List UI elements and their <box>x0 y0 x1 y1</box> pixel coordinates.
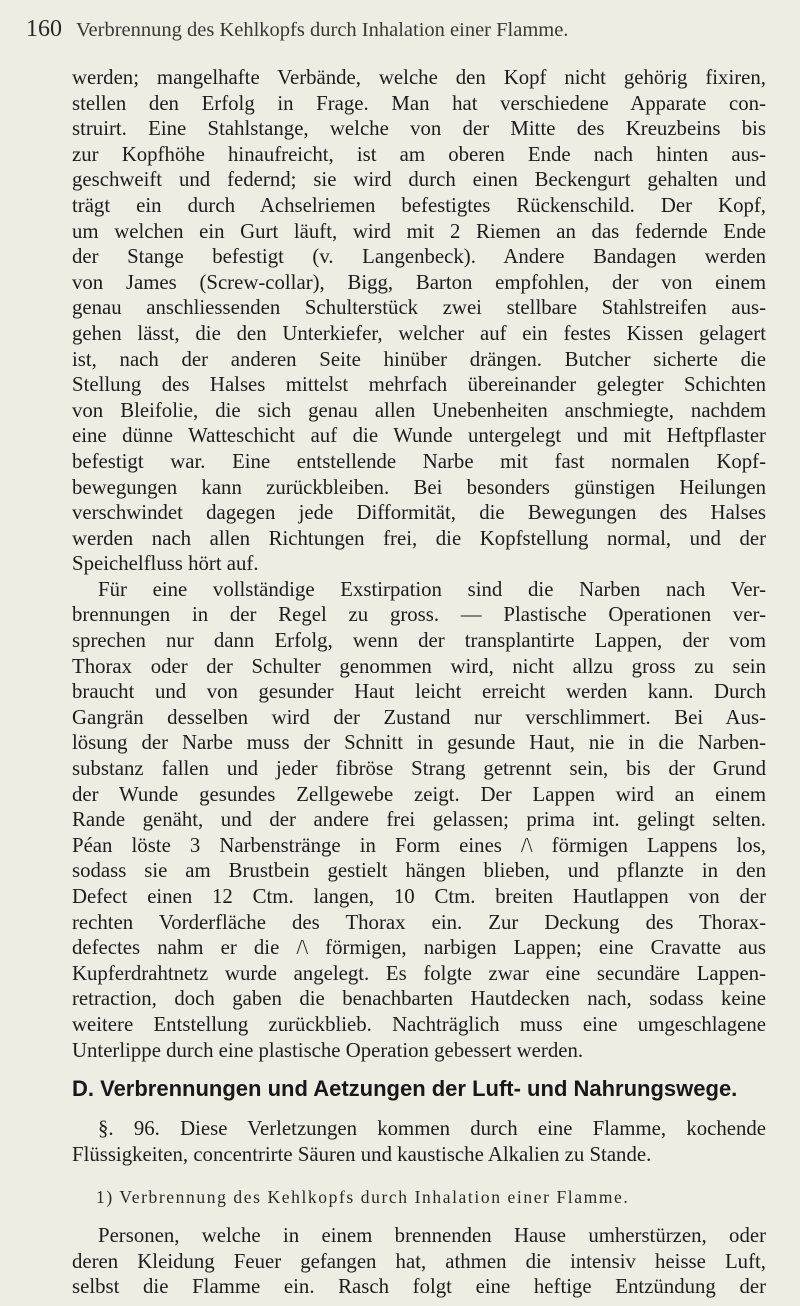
text-line: eine dünne Watteschicht auf die Wunde untergelegt und mit Heftpflaster <box>72 424 766 448</box>
text-line: Rande genäht, und der andere frei gelassen; prima int. gelingt selten. <box>72 808 766 832</box>
text-line: brennungen in der Regel zu gross. — Plastische Operationen ver- <box>72 603 766 627</box>
text-line: verschwindet dagegen jede Difformität, die Bewegungen des Halses <box>72 501 766 525</box>
paragraph-2 <box>72 577 766 1063</box>
text-line: struirt. Eine Stahlstange, welche von der Mitte des Kreuzbeins bis <box>72 117 766 141</box>
text-line: von Bleifolie, die sich genau allen Unebenheiten anschmiegte, nachdem <box>72 398 766 422</box>
text-line: ist, nach der anderen Seite hinüber drängen. Butcher sicherte die <box>72 347 766 371</box>
text-line: genau anschliessenden Schulterstück zwei stellbare Stahlstreifen aus- <box>72 296 766 320</box>
text-line: deren Kleidung Feuer gefangen hat, athmen die intensiv heisse Luft, <box>72 1249 766 1273</box>
text-line: selbst die Flamme ein. Rasch folgt eine heftige Entzündung der <box>72 1275 766 1299</box>
text-line: Defect einen 12 Ctm. langen, 10 Ctm. breiten Hautlappen von der <box>72 885 766 908</box>
text-line: zur Kopfhöhe hinaufreicht, ist am oberen Ende nach hinten aus- <box>72 142 766 166</box>
body-text <box>72 65 766 1063</box>
paragraph-3 <box>72 1116 766 1167</box>
text-line: §. 96. Diese Verletzungen kommen durch eine Flamme, kochende <box>98 1117 766 1140</box>
text-line: Gangrän desselben wird der Zustand nur verschlimmert. Bei Aus- <box>72 705 766 729</box>
text-line: werden; mangelhafte Verbände, welche den Kopf nicht gehörig fixiren, <box>72 66 766 89</box>
text-line: sodass sie am Brustbein gestielt hängen blieben, und pflanzte in den <box>72 859 766 883</box>
running-title: Verbrennung des Kehlkopfs durch Inhalation einer Flamme. <box>76 19 569 41</box>
subheading: 1) Verbrennung des Kehlkopfs durch Inhalation einer Flamme. <box>96 1187 630 1207</box>
text-line: Personen, welche in einem brennenden Hause umherstürzen, oder <box>98 1224 766 1247</box>
text-line: gehen lässt, die den Unterkiefer, welcher auf ein festes Kissen gelagert <box>72 321 766 345</box>
text-line: Flüssigkeiten, concentrirte Säuren und kaustische Alkalien zu Stande. <box>72 1142 652 1166</box>
text-line: Stellung des Halses mittelst mehrfach übereinander gelegter Schichten <box>72 373 766 397</box>
text-line: Speichelfluss hört auf. <box>72 552 259 576</box>
paragraph-1 <box>72 65 766 577</box>
text-line: substanz fallen und jeder fibröse Strang getrennt sein, bis der Grund <box>72 757 766 781</box>
text-line: stellen den Erfolg in Frage. Man hat verschiedene Apparate con- <box>72 91 766 115</box>
text-line: defectes nahm er die /\ förmigen, narbigen Lappen; eine Cravatte aus <box>72 936 766 960</box>
text-line: befestigt war. Eine entstellende Narbe mit fast normalen Kopf- <box>72 449 766 473</box>
text-line: lösung der Narbe muss der Schnitt in gesunde Haut, nie in die Narben- <box>72 731 766 755</box>
text-line: geschweift und federnd; sie wird durch einen Beckengurt gehalten und <box>72 168 766 192</box>
text-line: sprechen nur dann Erfolg, wenn der transplantirte Lappen, der vom <box>72 629 766 653</box>
page-number: 160 <box>26 16 62 42</box>
text-line: trägt ein durch Achselriemen befestigtes Rückenschild. Der Kopf, <box>72 193 766 217</box>
text-line: Thorax oder der Schulter genommen wird, nicht allzu gross zu sein <box>72 654 766 678</box>
text-line: Péan löste 3 Narbenstränge in Form eines /\ förmigen Lappens los, <box>72 833 766 857</box>
text-line: der Wunde gesundes Zellgewebe zeigt. Der Lappen wird an einem <box>72 782 766 806</box>
running-head <box>26 16 766 43</box>
text-line: weitere Entstellung zurückblieb. Nachträglich muss eine umgeschlagene <box>72 1012 766 1036</box>
text-line: um welchen ein Gurt läuft, wird mit 2 Riemen an das federnde Ende <box>72 219 766 243</box>
text-line: rechten Vorderfläche des Thorax ein. Zur Deckung des Thorax- <box>72 910 766 934</box>
text-line: der Stange befestigt (v. Langenbeck). Andere Bandagen werden <box>72 245 766 269</box>
text-line: bewegungen kann zurückbleiben. Bei besonders günstigen Heilungen <box>72 475 766 499</box>
text-line: werden nach allen Richtungen frei, die Kopfstellung normal, und der <box>72 526 766 550</box>
text-line: braucht und von gesunder Haut leicht erreicht werden kann. Durch <box>72 680 766 704</box>
paragraph-4 <box>72 1223 766 1300</box>
text-line: Kupferdrahtnetz wurde angelegt. Es folgte zwar eine secundäre Lappen- <box>72 961 766 985</box>
section-heading: D. Verbrennungen und Aetzungen der Luft- und Nahrungswege. <box>72 1076 738 1101</box>
text-line: retraction, doch gaben die benachbarten Hautdecken nach, sodass keine <box>72 987 766 1011</box>
text-line: von James (Screw-collar), Bigg, Barton empfohlen, der von einem <box>72 270 766 294</box>
text-line: Für eine vollständige Exstirpation sind die Narben nach Ver- <box>98 577 766 601</box>
text-line: Unterlippe durch eine plastische Operation gebessert werden. <box>72 1038 584 1062</box>
